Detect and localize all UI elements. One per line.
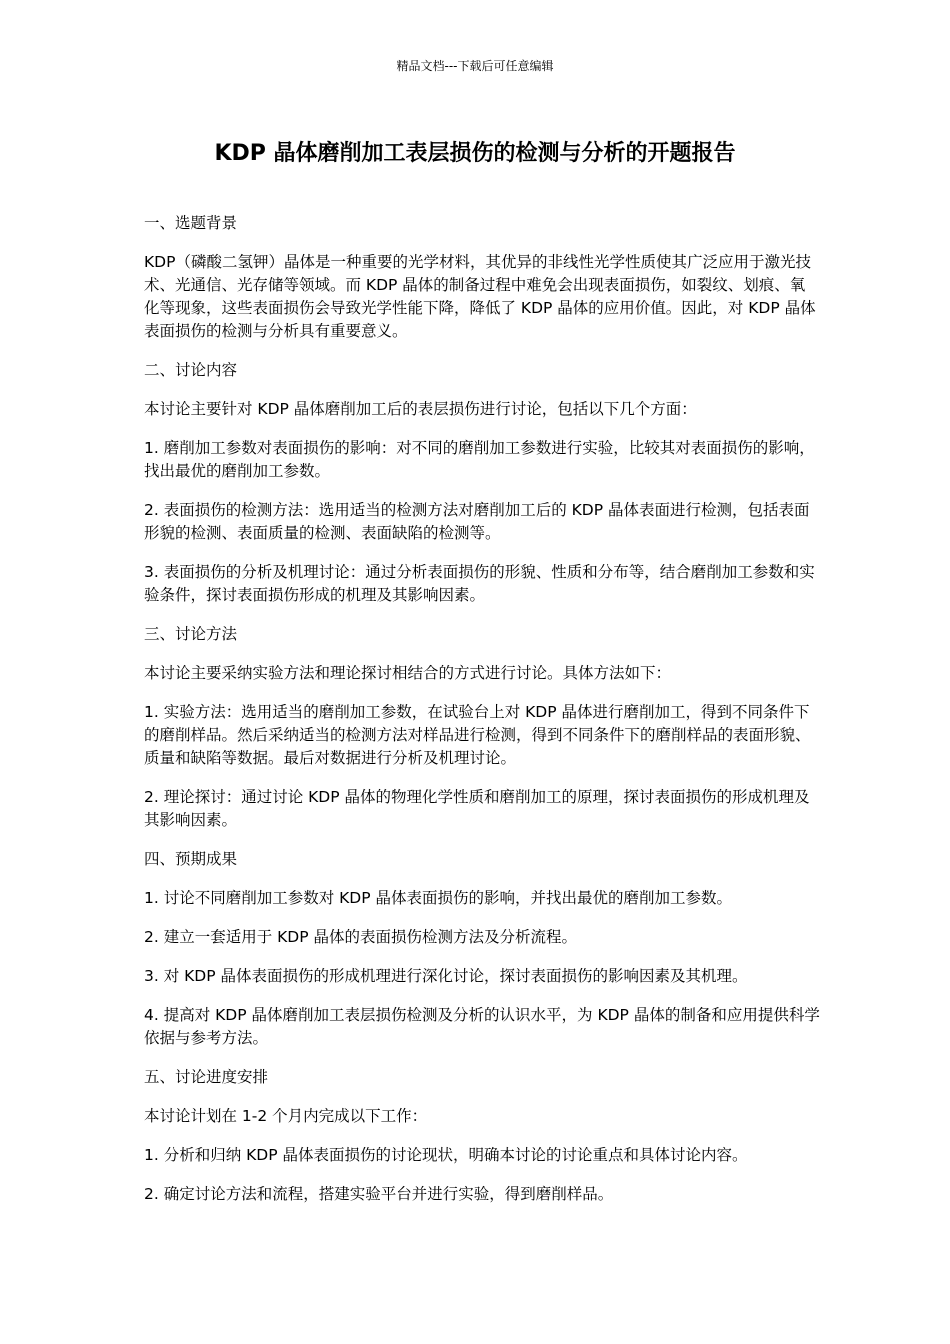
- list-item: 1. 磨削加工参数对表面损伤的影响：对不同的磨削加工参数进行实验，比较其对表面损伤的影响，找出最优的磨削加工参数。: [144, 439, 815, 480]
- list-item: 2. 表面损伤的检测方法：选用适当的检测方法对磨削加工后的 KDP 晶体表面进行检测，包括表面形貌的检测、表面质量的检测、表面缺陷的检测等。: [144, 501, 810, 542]
- paragraph: KDP（磷酸二氢钾）晶体是一种重要的光学材料，其优异的非线性光学性质使其广泛应用于激光技术、光通信、光存储等领域。而 KDP 晶体的制备过程中难免会出现表面损伤，如裂纹、划痕、氧化等现象，这些表面损伤会导致光学性能下降，降低了 KDP 晶体的应用价值。因此，对 KDP 晶体表面损伤的检测与分析具有重要意义。: [144, 253, 816, 340]
- list-item: 2. 确定讨论方法和流程，搭建实验平台并进行实验，得到磨削样品。: [144, 1185, 614, 1203]
- paragraph: 本讨论主要采纳实验方法和理论探讨相结合的方式进行讨论。具体方法如下：: [144, 664, 672, 682]
- list-item: 3. 对 KDP 晶体表面损伤的形成机理进行深化讨论，探讨表面损伤的影响因素及其机理。: [144, 967, 748, 985]
- list-item: 1. 讨论不同磨削加工参数对 KDP 晶体表面损伤的影响，并找出最优的磨削加工参数。: [144, 889, 733, 907]
- document-body: [144, 212, 820, 1222]
- list-item: 4. 提高对 KDP 晶体磨削加工表层损伤检测及分析的认识水平，为 KDP 晶体的制备和应用提供科学依据与参考方法。: [144, 1006, 820, 1047]
- list-item: 2. 建立一套适用于 KDP 晶体的表面损伤检测方法及分析流程。: [144, 928, 578, 946]
- list-item: 1. 分析和归纳 KDP 晶体表面损伤的讨论现状，明确本讨论的讨论重点和具体讨论内容。: [144, 1146, 748, 1164]
- list-item: 2. 理论探讨：通过讨论 KDP 晶体的物理化学性质和磨削加工的原理，探讨表面损伤的形成机理及其影响因素。: [144, 788, 810, 829]
- section-heading-content: 二、讨论内容: [144, 361, 238, 379]
- section-heading-background: 一、选题背景: [144, 214, 238, 232]
- paragraph: 本讨论计划在 1-2 个月内完成以下工作：: [144, 1107, 428, 1125]
- section-heading-method: 三、讨论方法: [144, 625, 238, 643]
- list-item: 3. 表面损伤的分析及机理讨论：通过分析表面损伤的形貌、性质和分布等，结合磨削加工参数和实验条件，探讨表面损伤形成的机理及其影响因素。: [144, 563, 815, 604]
- section-heading-outcomes: 四、预期成果: [144, 850, 238, 868]
- document-title: KDP 晶体磨削加工表层损伤的检测与分析的开题报告: [214, 141, 736, 166]
- list-item: 1. 实验方法：选用适当的磨削加工参数，在试验台上对 KDP 晶体进行磨削加工，得到不同条件下的磨削样品。然后采纳适当的检测方法对样品进行检测，得到不同条件下的磨削样品的表面形貌、质量和缺陷等数据。最后对数据进行分析及机理讨论。: [144, 703, 811, 767]
- paragraph: 本讨论主要针对 KDP 晶体磨削加工后的表层损伤进行讨论，包括以下几个方面：: [144, 400, 697, 418]
- page-header: 精品文档---下载后可任意编辑: [396, 59, 554, 73]
- section-heading-schedule: 五、讨论进度安排: [144, 1068, 269, 1086]
